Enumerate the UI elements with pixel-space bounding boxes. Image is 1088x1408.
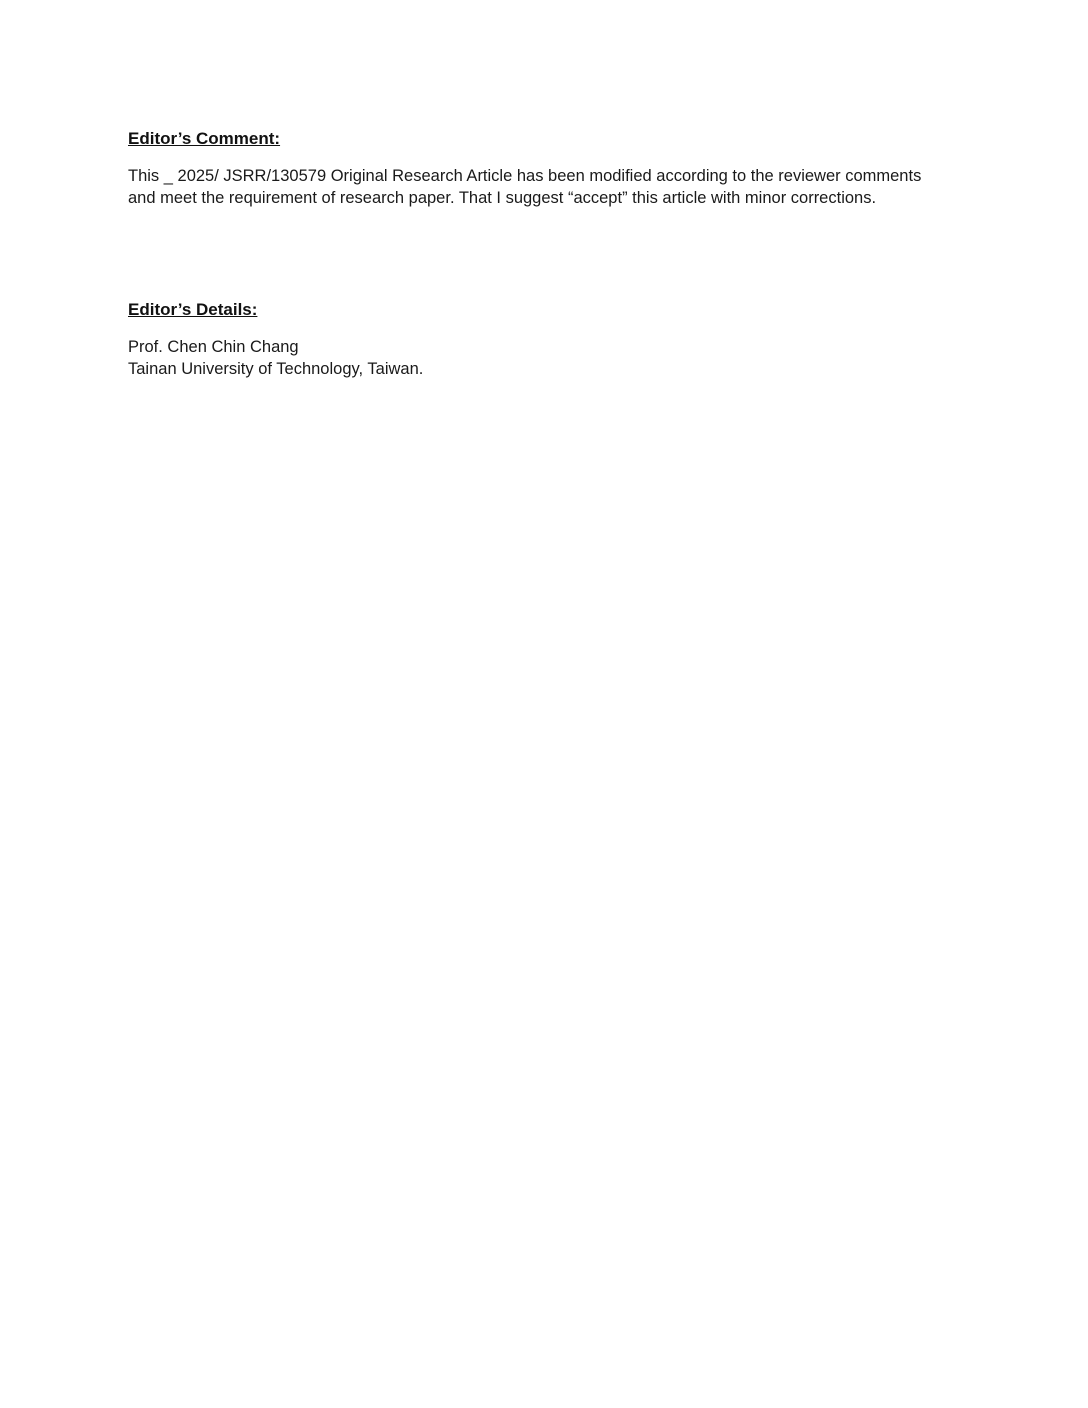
- editors-details-heading: Editor’s Details:: [128, 300, 258, 319]
- editors-comment-heading: Editor’s Comment:: [128, 129, 281, 148]
- editors-comment-text: This _ 2025/ JSRR/130579 Original Research Article has been modified according to the reviewer comments and meet the requirement of research paper. That I suggest “accept” this article with minor corrections.: [128, 167, 922, 207]
- editor-name: Prof. Chen Chin Chang: [128, 338, 299, 356]
- editors-details-block: [128, 336, 928, 380]
- editor-affiliation: Tainan University of Technology, Taiwan.: [128, 360, 424, 378]
- page-content: [128, 128, 928, 380]
